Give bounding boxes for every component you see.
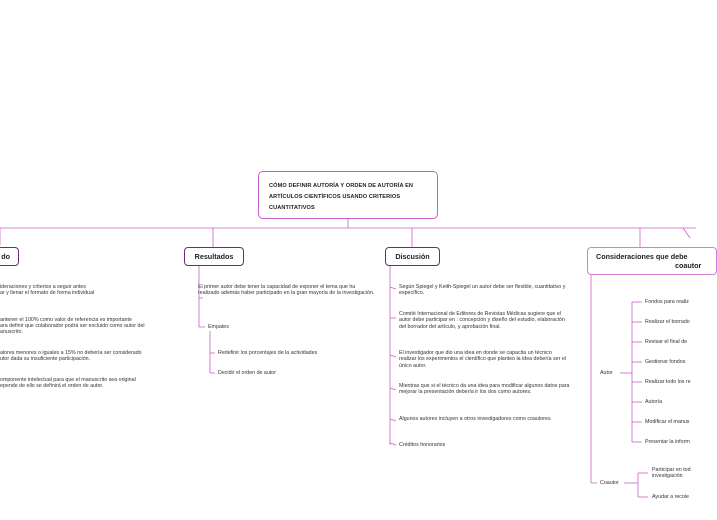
- resultados-item[interactable]: El primer autor debe tener la capacidad de exponer el tema que ha realizado además haber participado en la gran mayoría de la investigación.: [198, 284, 375, 297]
- autor-item[interactable]: Gestionar fondos: [645, 359, 686, 365]
- root-title: CÓMO DEFINIR AUTORÍA Y ORDEN DE AUTORÍA EN ARTÍCULOS CIENTÍFICOS USANDO CRITERIOS CUANTITATIVOS: [269, 183, 414, 211]
- branch-metodo-label: do: [1, 252, 10, 261]
- metodo-item[interactable]: ara definir que colaborador podrá ser excluido como autor del: [0, 323, 145, 329]
- metodo-item[interactable]: utor dada su insuficiente participación.: [0, 356, 91, 362]
- discusion-item[interactable]: Según Spiegel y Keith-Spiegel un autor debe ser flexible, cuantitativo y específico.: [399, 284, 566, 297]
- branch-resultados[interactable]: [184, 247, 244, 266]
- autor-item[interactable]: Autoría: [645, 399, 663, 405]
- empates-item[interactable]: Redefinir los porcentajes de la actividades: [218, 350, 318, 356]
- discusion-item[interactable]: El investigador que dio una idea en donde se capacita un técnico realizar los experimentos el científico que planteo la idea debería ser el único autor.: [399, 350, 566, 369]
- autor-item[interactable]: Modificar el manus: [645, 419, 690, 425]
- branch-consideraciones-label-1: Consideraciones que debe: [596, 252, 688, 261]
- metodo-item[interactable]: ar y llenar el formato de forma individual: [0, 290, 95, 296]
- discusion-item[interactable]: Créditos honorarios: [399, 442, 446, 448]
- root-topic[interactable]: [258, 171, 438, 219]
- discusion-item[interactable]: Algunos autores incluyen a otros investigadores como coautores: [399, 416, 551, 422]
- autor-item[interactable]: Revisar el final de: [645, 339, 688, 345]
- consideraciones-autor[interactable]: Autor: [600, 370, 613, 376]
- autor-item[interactable]: Realizar todo los re: [645, 379, 691, 385]
- coautor-item[interactable]: Participar en tod investigación: [652, 467, 691, 480]
- branch-resultados-label: Resultados: [194, 252, 234, 261]
- branch-consideraciones[interactable]: [587, 247, 717, 275]
- autor-item[interactable]: Presentar la inform: [645, 439, 690, 445]
- branch-discusion-label: Discusión: [395, 252, 430, 261]
- metodo-item[interactable]: omponente intelectual para que el manuscrito sea original: [0, 377, 136, 383]
- autor-item[interactable]: Realizar el borrado: [645, 319, 690, 325]
- consideraciones-coautor[interactable]: Coautor: [600, 480, 619, 486]
- metodo-item[interactable]: epende de ello se definirá el orden de autor.: [0, 383, 104, 389]
- metodo-item[interactable]: anuscrito.: [0, 329, 23, 335]
- branch-discusion[interactable]: [385, 247, 440, 266]
- resultados-empates[interactable]: Empates: [208, 324, 229, 330]
- discusion-item[interactable]: Mientras que si el técnico da una idea para modificar algunos datos para mejorar la presentación debería ir los dos como autores.: [399, 383, 570, 396]
- discusion-item[interactable]: Comité Internacional de Editores de Revistas Médicas sugiere que el autor debe participar en : concepción y diseño del estudio, elaboración del borrador del artículo, y aprobación final.: [399, 311, 565, 330]
- metodo-item[interactable]: alores menores o iguales a 15% no debería ser considerado: [0, 350, 142, 356]
- branch-consideraciones-label-2: coautor: [675, 261, 702, 270]
- metodo-item[interactable]: ideraciones y criterios a seguir antes: [0, 284, 86, 290]
- empates-item[interactable]: Decidir el orden de autor: [218, 370, 277, 376]
- metodo-item[interactable]: antener el 100% como valor de referencia es importante: [0, 317, 132, 323]
- autor-item[interactable]: Fondos para realiz: [645, 299, 689, 305]
- coautor-item[interactable]: Ayudar a recole: [652, 494, 690, 500]
- branch-metodo[interactable]: [0, 247, 19, 266]
